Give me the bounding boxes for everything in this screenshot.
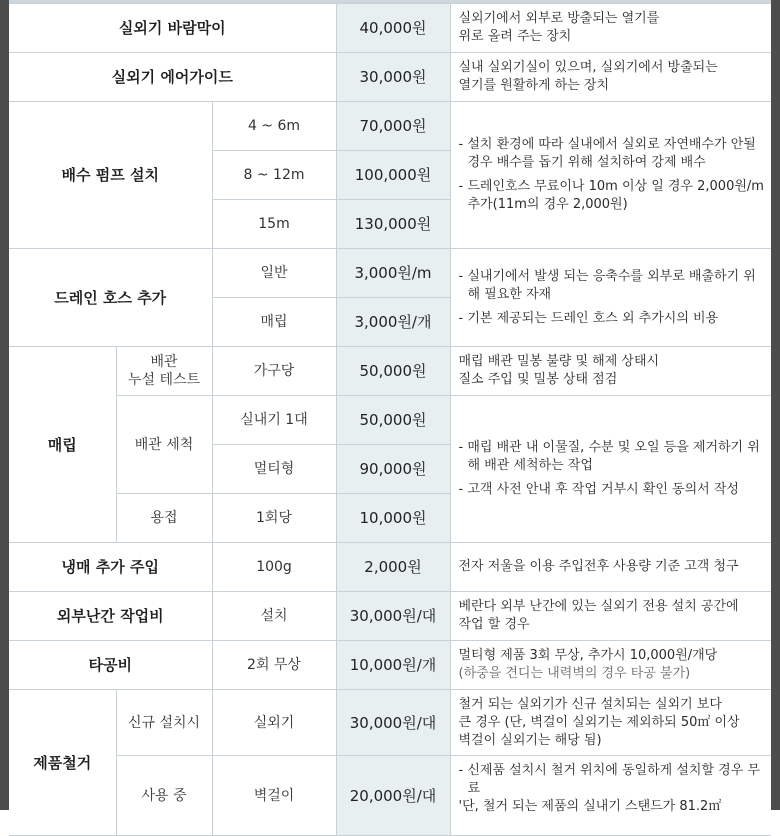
- desc-line: 위로 올려 주는 장치: [458, 29, 572, 44]
- price-cell: 50,000원: [336, 396, 450, 445]
- desc-line: 실내 실외기실이 있으며, 실외기에서 방출되는: [458, 60, 718, 75]
- desc-line: 철거 되는 실외기가 신규 설치되는 실외기 보다: [458, 696, 722, 712]
- description-cell: [450, 53, 771, 102]
- row-removal-new: [9, 690, 771, 756]
- sub-item-cell: [116, 347, 212, 396]
- option-cell: 15m: [212, 200, 336, 249]
- option-cell: 1회당: [212, 494, 336, 543]
- desc-line: 작업 할 경우: [458, 617, 530, 632]
- description-cell: [450, 249, 771, 347]
- item-name: 배수 펌프 설치: [9, 102, 212, 249]
- description-cell: [450, 592, 771, 641]
- installation-price-table: [9, 3, 771, 836]
- desc-bullet: '단, 철거 되는 제품의 실내기 스탠드가 81.2㎡: [458, 799, 722, 814]
- desc-bullet: - 기본 제공되는 드레인 호스 외 추가시의 비용: [458, 310, 719, 326]
- desc-line: 열기를 원활하게 하는 장치: [458, 78, 610, 93]
- option-cell: 실내기 1대: [212, 396, 336, 445]
- sub-item-line: 누설 테스트: [127, 372, 201, 388]
- desc-line: 실외기에서 외부로 방출되는 열기를: [458, 11, 660, 26]
- item-name: 냉매 추가 주입: [9, 543, 212, 592]
- row-refrigerant: [9, 543, 771, 592]
- desc-bullet: - 실내기에서 발생 되는 응축수를 외부로 배출하기 위해 필요한 자재: [458, 268, 756, 302]
- option-cell: 100g: [212, 543, 336, 592]
- desc-bullet: - 드레인호스 무료이나 10m 이상 일 경우 2,000원/m 추가(11m의 경우 2,000원): [458, 179, 764, 212]
- price-cell: 100,000원: [336, 151, 450, 200]
- option-cell: 8 ~ 12m: [212, 151, 336, 200]
- desc-bullet: - 매립 배관 내 이물질, 수분 및 오일 등을 제거하기 위해 배관 세척하는 작업: [458, 440, 760, 473]
- row-removal-in-use: [9, 756, 771, 836]
- option-cell: 가구당: [212, 347, 336, 396]
- row-air-guide: [9, 53, 771, 102]
- sub-item-cell: 용접: [116, 494, 212, 543]
- desc-line: 베란다 외부 난간에 있는 실외기 전용 설치 공간에: [458, 599, 739, 614]
- right-frame: [771, 0, 780, 810]
- option-cell: 매립: [212, 298, 336, 347]
- desc-line: 큰 경우 (단, 벽걸이 실외기는 제외하되 50㎡ 이상: [458, 714, 740, 730]
- price-cell: 90,000원: [336, 445, 450, 494]
- item-name: 드레인 호스 추가: [9, 249, 212, 347]
- sub-item-line: 배관: [150, 354, 178, 370]
- description-cell: [450, 347, 771, 396]
- item-name: 제품철거: [9, 690, 116, 836]
- sub-item-cell: 배관 세척: [116, 396, 212, 494]
- left-frame: [0, 0, 9, 810]
- price-cell: 3,000원/m: [336, 249, 450, 298]
- option-cell: 일반: [212, 249, 336, 298]
- desc-bullet: - 설치 환경에 따라 실내에서 실외로 자연배수가 안될 경우 배수를 돕기 위해 설치하여 강제 배수: [458, 137, 756, 170]
- price-cell: 3,000원/개: [336, 298, 450, 347]
- row-embedded-leak-test: [9, 347, 771, 396]
- item-name: 실외기 에어가이드: [9, 53, 336, 102]
- option-cell: 2회 무상: [212, 641, 336, 690]
- desc-bullet: - 신제품 설치시 철거 위치에 동일하게 설치할 경우 무료: [458, 763, 760, 796]
- item-name: 외부난간 작업비: [9, 592, 212, 641]
- row-drilling: [9, 641, 771, 690]
- row-embedded-pipe-clean: [9, 396, 771, 445]
- description-cell: [450, 102, 771, 249]
- price-cell: 130,000원: [336, 200, 450, 249]
- item-name: 타공비: [9, 641, 212, 690]
- desc-line: (하중을 견디는 내력벽의 경우 타공 불가): [458, 666, 691, 681]
- price-cell: 50,000원: [336, 347, 450, 396]
- description-cell: [450, 690, 771, 756]
- desc-line: 질소 주입 및 밀봉 상태 점검: [458, 372, 618, 387]
- price-cell: 30,000원/대: [336, 690, 450, 756]
- option-cell: 멀티형: [212, 445, 336, 494]
- row-wind-guard: [9, 4, 771, 53]
- description-cell: [450, 396, 771, 543]
- option-cell: 실외기: [212, 690, 336, 756]
- desc-bullet: - 고객 사전 안내 후 작업 거부시 확인 동의서 작성: [458, 482, 739, 497]
- price-cell: 2,000원: [336, 543, 450, 592]
- row-drain-pump: [9, 102, 771, 151]
- price-cell: 70,000원: [336, 102, 450, 151]
- description-cell: [450, 756, 771, 836]
- option-cell: 4 ~ 6m: [212, 102, 336, 151]
- price-cell: 30,000원: [336, 53, 450, 102]
- option-cell: 설치: [212, 592, 336, 641]
- price-cell: 20,000원/대: [336, 756, 450, 836]
- desc-line: 멀티형 제품 3회 무상, 추가시 10,000원/개당: [458, 648, 718, 663]
- row-drain-hose: [9, 249, 771, 298]
- price-cell: 40,000원: [336, 4, 450, 53]
- desc-line: 매립 배관 밀봉 불량 및 해제 상태시: [458, 354, 660, 369]
- row-railing: [9, 592, 771, 641]
- price-cell: 10,000원/개: [336, 641, 450, 690]
- description-cell: [450, 641, 771, 690]
- price-cell: 30,000원/대: [336, 592, 450, 641]
- item-name: 실외기 바람막이: [9, 4, 336, 53]
- description-cell: 전자 저울을 이용 주입전후 사용량 기준 고객 청구: [450, 543, 771, 592]
- price-cell: 10,000원: [336, 494, 450, 543]
- option-cell: 벽걸이: [212, 756, 336, 836]
- description-cell: [450, 4, 771, 53]
- sub-item-cell: 신규 설치시: [116, 690, 212, 756]
- item-name: 매립: [9, 347, 116, 543]
- sub-item-cell: 사용 중: [116, 756, 212, 836]
- desc-line: 벽걸이 실외기는 해당 됨): [458, 732, 602, 748]
